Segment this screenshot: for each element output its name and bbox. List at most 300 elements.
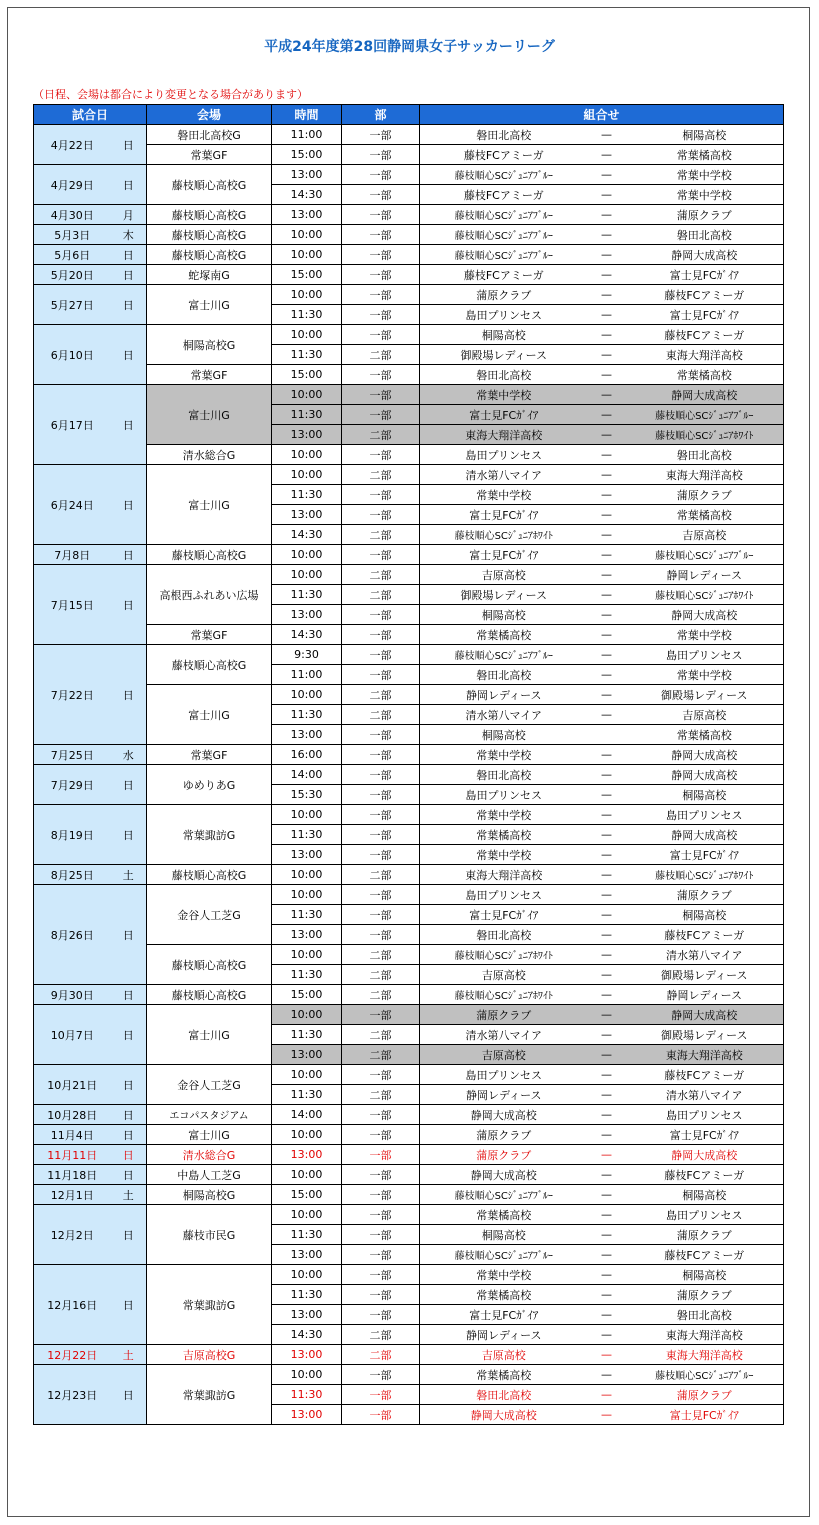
home-team: 蒲原クラブ [420,1005,588,1025]
home-team: 藤枝順心SCｼﾞｭﾆｱﾎﾜｲﾄ [420,985,588,1005]
versus-dash: — [588,705,626,725]
home-team: 藤枝順心SCｼﾞｭﾆｱﾌﾞﾙｰ [420,165,588,185]
match-division: 一部 [342,405,420,425]
home-team: 富士見FCｶﾞｲｱ [420,405,588,425]
match-time: 15:00 [272,365,342,385]
match-division: 二部 [342,585,420,605]
table-row [34,165,784,185]
versus-dash: — [588,1085,626,1105]
away-team: 東海大翔洋高校 [626,1045,784,1065]
versus-dash: — [588,665,626,685]
home-team: 東海大翔洋高校 [420,865,588,885]
versus-dash: — [588,1325,626,1345]
match-division: 一部 [342,445,420,465]
away-team: 藤枝FCアミーガ [626,325,784,345]
away-team: 藤枝順心SCｼﾞｭﾆｱﾎﾜｲﾄ [626,865,784,885]
match-time: 16:00 [272,745,342,765]
match-date: 4月30日 [34,205,111,225]
match-division: 一部 [342,905,420,925]
away-team: 常葉橘高校 [626,725,784,745]
home-team: 静岡レディース [420,685,588,705]
versus-dash: — [588,925,626,945]
away-team: 静岡大成高校 [626,765,784,785]
match-venue: エコパスタジアム [147,1105,272,1125]
versus-dash: — [588,185,626,205]
home-team: 常葉橘高校 [420,1205,588,1225]
table-row [34,445,784,465]
match-division: 二部 [342,685,420,705]
match-time: 14:30 [272,525,342,545]
home-team: 富士見FCｶﾞｲｱ [420,1305,588,1325]
match-weekday: 日 [111,885,147,985]
match-time: 11:30 [272,345,342,365]
match-division: 一部 [342,185,420,205]
match-weekday: 日 [111,645,147,745]
home-team: 静岡大成高校 [420,1165,588,1185]
home-team: 桐陽高校 [420,725,588,745]
versus-dash: — [588,1365,626,1385]
match-division: 一部 [342,765,420,785]
match-venue: 藤枝順心高校G [147,945,272,985]
match-division: 二部 [342,945,420,965]
versus-dash: — [588,145,626,165]
versus-dash [588,725,626,745]
versus-dash: — [588,565,626,585]
away-team: 島田プリンセス [626,1205,784,1225]
match-time: 11:30 [272,905,342,925]
match-weekday: 月 [111,205,147,225]
match-time: 13:00 [272,1345,342,1365]
home-team: 島田プリンセス [420,445,588,465]
match-weekday: 土 [111,1345,147,1365]
match-division: 一部 [342,625,420,645]
home-team: 富士見FCｶﾞｲｱ [420,905,588,925]
home-team: 磐田北高校 [420,1385,588,1405]
match-division: 一部 [342,485,420,505]
match-venue: 常葉諏訪G [147,1365,272,1425]
table-header-row [34,105,784,125]
table-row [34,545,784,565]
match-time: 11:30 [272,1385,342,1405]
match-time: 10:00 [272,805,342,825]
match-date: 5月27日 [34,285,111,325]
home-team: 藤枝順心SCｼﾞｭﾆｱﾌﾞﾙｰ [420,1185,588,1205]
match-date: 6月10日 [34,325,111,385]
match-venue: 藤枝順心高校G [147,645,272,685]
match-weekday: 土 [111,1185,147,1205]
away-team: 蒲原クラブ [626,885,784,905]
match-weekday: 日 [111,325,147,385]
match-date: 10月21日 [34,1065,111,1105]
match-division: 一部 [342,1065,420,1085]
home-team: 静岡大成高校 [420,1105,588,1125]
match-time: 13:00 [272,165,342,185]
home-team: 藤枝FCアミーガ [420,185,588,205]
match-venue: 桐陽高校G [147,325,272,365]
table-row [34,745,784,765]
home-team: 藤枝順心SCｼﾞｭﾆｱﾎﾜｲﾄ [420,945,588,965]
match-time: 10:00 [272,1205,342,1225]
match-weekday: 日 [111,805,147,865]
match-date: 7月25日 [34,745,111,765]
match-time: 15:00 [272,145,342,165]
match-venue: 蛇塚南G [147,265,272,285]
match-division: 一部 [342,145,420,165]
home-team: 桐陽高校 [420,325,588,345]
away-team: 藤枝順心SCｼﾞｭﾆｱﾌﾞﾙｰ [626,405,784,425]
match-date: 12月22日 [34,1345,111,1365]
home-team: 富士見FCｶﾞｲｱ [420,545,588,565]
table-row [34,1265,784,1285]
away-team: 東海大翔洋高校 [626,465,784,485]
home-team: 常葉中学校 [420,745,588,765]
away-team: 磐田北高校 [626,225,784,245]
match-weekday: 日 [111,1065,147,1105]
match-division: 一部 [342,305,420,325]
home-team: 桐陽高校 [420,1225,588,1245]
match-weekday: 水 [111,745,147,765]
away-team: 常葉中学校 [626,165,784,185]
match-time: 10:00 [272,685,342,705]
table-row [34,685,784,705]
home-team: 吉原高校 [420,1345,588,1365]
away-team: 藤枝FCアミーガ [626,1165,784,1185]
versus-dash: — [588,505,626,525]
match-date: 7月8日 [34,545,111,565]
match-date: 7月15日 [34,565,111,645]
home-team: 藤枝順心SCｼﾞｭﾆｱﾌﾞﾙｰ [420,245,588,265]
match-division: 二部 [342,965,420,985]
match-date: 7月29日 [34,765,111,805]
match-division: 二部 [342,865,420,885]
away-team: 常葉中学校 [626,665,784,685]
match-division: 一部 [342,665,420,685]
away-team: 富士見FCｶﾞｲｱ [626,845,784,865]
match-time: 10:00 [272,1165,342,1185]
match-weekday: 日 [111,125,147,165]
match-time: 14:30 [272,625,342,645]
match-time: 14:00 [272,1105,342,1125]
away-team: 東海大翔洋高校 [626,1325,784,1345]
match-division: 一部 [342,1305,420,1325]
table-row [34,145,784,165]
match-division: 二部 [342,1325,420,1345]
match-time: 13:00 [272,1305,342,1325]
match-division: 一部 [342,1105,420,1125]
versus-dash: — [588,1345,626,1365]
match-weekday: 日 [111,1145,147,1165]
home-team: 藤枝FCアミーガ [420,265,588,285]
table-row [34,365,784,385]
away-team: 常葉橘高校 [626,145,784,165]
versus-dash: — [588,265,626,285]
match-venue: 常葉GF [147,365,272,385]
match-division: 二部 [342,565,420,585]
match-weekday: 日 [111,545,147,565]
table-row [34,225,784,245]
versus-dash: — [588,885,626,905]
match-date: 12月1日 [34,1185,111,1205]
home-team: 常葉中学校 [420,805,588,825]
match-venue: 高根西ふれあい広場 [147,565,272,625]
match-division: 一部 [342,125,420,145]
away-team: 清水第八マイア [626,945,784,965]
match-venue: 清水総合G [147,445,272,465]
match-venue: 吉原高校G [147,1345,272,1365]
match-weekday: 日 [111,385,147,465]
match-division: 二部 [342,1345,420,1365]
match-venue: 藤枝順心高校G [147,545,272,565]
match-division: 一部 [342,1245,420,1265]
away-team: 常葉橘高校 [626,365,784,385]
versus-dash: — [588,1405,626,1425]
home-team: 御殿場レディース [420,345,588,365]
away-team: 藤枝FCアミーガ [626,1065,784,1085]
versus-dash: — [588,845,626,865]
match-time: 10:00 [272,545,342,565]
versus-dash: — [588,1265,626,1285]
away-team: 蒲原クラブ [626,1225,784,1245]
away-team: 常葉中学校 [626,625,784,645]
match-division: 二部 [342,425,420,445]
versus-dash: — [588,1005,626,1025]
home-team: 磐田北高校 [420,925,588,945]
match-date: 5月3日 [34,225,111,245]
match-time: 10:00 [272,245,342,265]
versus-dash: — [588,1385,626,1405]
table-row [34,1005,784,1025]
table-row [34,625,784,645]
match-time: 11:30 [272,585,342,605]
versus-dash: — [588,605,626,625]
match-date: 8月26日 [34,885,111,985]
versus-dash: — [588,625,626,645]
home-team: 常葉中学校 [420,1265,588,1285]
match-time: 10:00 [272,945,342,965]
match-date: 4月22日 [34,125,111,165]
home-team: 常葉橘高校 [420,825,588,845]
versus-dash: — [588,405,626,425]
match-division: 一部 [342,745,420,765]
versus-dash: — [588,805,626,825]
away-team: 藤枝順心SCｼﾞｭﾆｱﾌﾞﾙｰ [626,545,784,565]
match-time: 10:00 [272,885,342,905]
versus-dash: — [588,585,626,605]
match-venue: 常葉GF [147,145,272,165]
home-team: 常葉中学校 [420,845,588,865]
match-venue: 桐陽高校G [147,1185,272,1205]
home-team: 蒲原クラブ [420,1125,588,1145]
match-venue: 藤枝順心高校G [147,865,272,885]
versus-dash: — [588,945,626,965]
away-team: 桐陽高校 [626,125,784,145]
home-team: 島田プリンセス [420,1065,588,1085]
match-time: 11:30 [272,825,342,845]
home-team: 東海大翔洋高校 [420,425,588,445]
versus-dash: — [588,765,626,785]
match-date: 11月11日 [34,1145,111,1165]
away-team: 静岡大成高校 [626,385,784,405]
match-time: 10:00 [272,1065,342,1085]
home-team: 磐田北高校 [420,765,588,785]
match-division: 一部 [342,225,420,245]
home-team: 清水第八マイア [420,705,588,725]
match-weekday: 日 [111,1005,147,1065]
away-team: 磐田北高校 [626,1305,784,1325]
match-time: 11:30 [272,405,342,425]
match-time: 13:00 [272,205,342,225]
versus-dash: — [588,1125,626,1145]
match-time: 13:00 [272,425,342,445]
match-date: 12月2日 [34,1205,111,1265]
match-weekday: 日 [111,165,147,205]
table-row [34,1365,784,1385]
versus-dash: — [588,385,626,405]
home-team: 藤枝順心SCｼﾞｭﾆｱﾌﾞﾙｰ [420,1245,588,1265]
versus-dash: — [588,1245,626,1265]
match-date: 6月17日 [34,385,111,465]
versus-dash: — [588,1305,626,1325]
match-division: 一部 [342,725,420,745]
match-time: 14:00 [272,765,342,785]
away-team: 島田プリンセス [626,1105,784,1125]
match-time: 10:00 [272,1125,342,1145]
home-team: 藤枝順心SCｼﾞｭﾆｱﾌﾞﾙｰ [420,225,588,245]
match-date: 6月24日 [34,465,111,545]
match-weekday: 日 [111,245,147,265]
match-division: 二部 [342,1025,420,1045]
away-team: 桐陽高校 [626,785,784,805]
table-row [34,125,784,145]
match-division: 一部 [342,1385,420,1405]
away-team: 蒲原クラブ [626,1385,784,1405]
away-team: 静岡大成高校 [626,825,784,845]
match-division: 一部 [342,365,420,385]
match-division: 一部 [342,825,420,845]
versus-dash: — [588,345,626,365]
home-team: 島田プリンセス [420,785,588,805]
away-team: 静岡大成高校 [626,1145,784,1165]
match-division: 一部 [342,785,420,805]
away-team: 富士見FCｶﾞｲｱ [626,265,784,285]
match-time: 14:30 [272,185,342,205]
table-row [34,945,784,965]
match-time: 10:00 [272,1265,342,1285]
match-time: 10:00 [272,1365,342,1385]
match-date: 5月20日 [34,265,111,285]
match-time: 10:00 [272,565,342,585]
header-venue: 会場 [147,105,272,125]
match-venue: 富士川G [147,285,272,325]
away-team: 藤枝順心SCｼﾞｭﾆｱﾎﾜｲﾄ [626,585,784,605]
versus-dash: — [588,1285,626,1305]
table-row [34,565,784,585]
match-time: 10:00 [272,385,342,405]
match-division: 二部 [342,525,420,545]
match-time: 11:30 [272,965,342,985]
match-division: 一部 [342,245,420,265]
away-team: 桐陽高校 [626,1265,784,1285]
match-time: 11:30 [272,485,342,505]
away-team: 静岡レディース [626,565,784,585]
match-division: 一部 [342,1405,420,1425]
match-division: 一部 [342,285,420,305]
match-weekday: 土 [111,865,147,885]
table-row [34,1065,784,1085]
match-division: 一部 [342,545,420,565]
match-venue: 磐田北高校G [147,125,272,145]
match-weekday: 日 [111,985,147,1005]
home-team: 静岡レディース [420,1325,588,1345]
match-time: 11:00 [272,125,342,145]
home-team: 藤枝順心SCｼﾞｭﾆｱﾌﾞﾙｰ [420,205,588,225]
table-row [34,385,784,405]
header-date: 試合日 [34,105,147,125]
match-date: 10月28日 [34,1105,111,1125]
table-row [34,325,784,345]
away-team: 吉原高校 [626,705,784,725]
match-time: 13:00 [272,1245,342,1265]
away-team: 島田プリンセス [626,645,784,665]
match-time: 14:30 [272,1325,342,1345]
versus-dash: — [588,825,626,845]
match-time: 15:30 [272,785,342,805]
match-time: 13:00 [272,505,342,525]
table-row [34,1125,784,1145]
match-weekday: 日 [111,765,147,805]
home-team: 蒲原クラブ [420,1145,588,1165]
match-venue: 常葉諏訪G [147,1265,272,1345]
table-row [34,1185,784,1205]
versus-dash: — [588,365,626,385]
home-team: 富士見FCｶﾞｲｱ [420,505,588,525]
away-team: 常葉橘高校 [626,505,784,525]
match-weekday: 日 [111,285,147,325]
match-division: 一部 [342,1205,420,1225]
match-time: 13:00 [272,605,342,625]
header-division: 部 [342,105,420,125]
match-division: 一部 [342,505,420,525]
match-weekday: 日 [111,1105,147,1125]
home-team: 吉原高校 [420,965,588,985]
match-division: 一部 [342,1225,420,1245]
page-title: 平成24年度第28回静岡県女子サッカーリーグ [264,39,555,55]
match-venue: 清水総合G [147,1145,272,1165]
away-team: 藤枝FCアミーガ [626,925,784,945]
match-date: 8月25日 [34,865,111,885]
away-team: 蒲原クラブ [626,205,784,225]
match-time: 10:00 [272,1005,342,1025]
away-team: 静岡レディース [626,985,784,1005]
versus-dash: — [588,745,626,765]
match-venue: 常葉GF [147,745,272,765]
away-team: 藤枝順心SCｼﾞｭﾆｱﾎﾜｲﾄ [626,425,784,445]
away-team: 藤枝順心SCｼﾞｭﾆｱﾌﾞﾙｰ [626,1365,784,1385]
match-division: 一部 [342,1185,420,1205]
match-weekday: 日 [111,1205,147,1265]
versus-dash: — [588,305,626,325]
match-time: 11:30 [272,1085,342,1105]
versus-dash: — [588,285,626,305]
match-time: 15:00 [272,265,342,285]
versus-dash: — [588,1205,626,1225]
away-team: 常葉中学校 [626,185,784,205]
away-team: 御殿場レディース [626,965,784,985]
match-time: 13:00 [272,725,342,745]
away-team: 静岡大成高校 [626,1005,784,1025]
match-time: 11:30 [272,305,342,325]
home-team: 常葉橘高校 [420,625,588,645]
